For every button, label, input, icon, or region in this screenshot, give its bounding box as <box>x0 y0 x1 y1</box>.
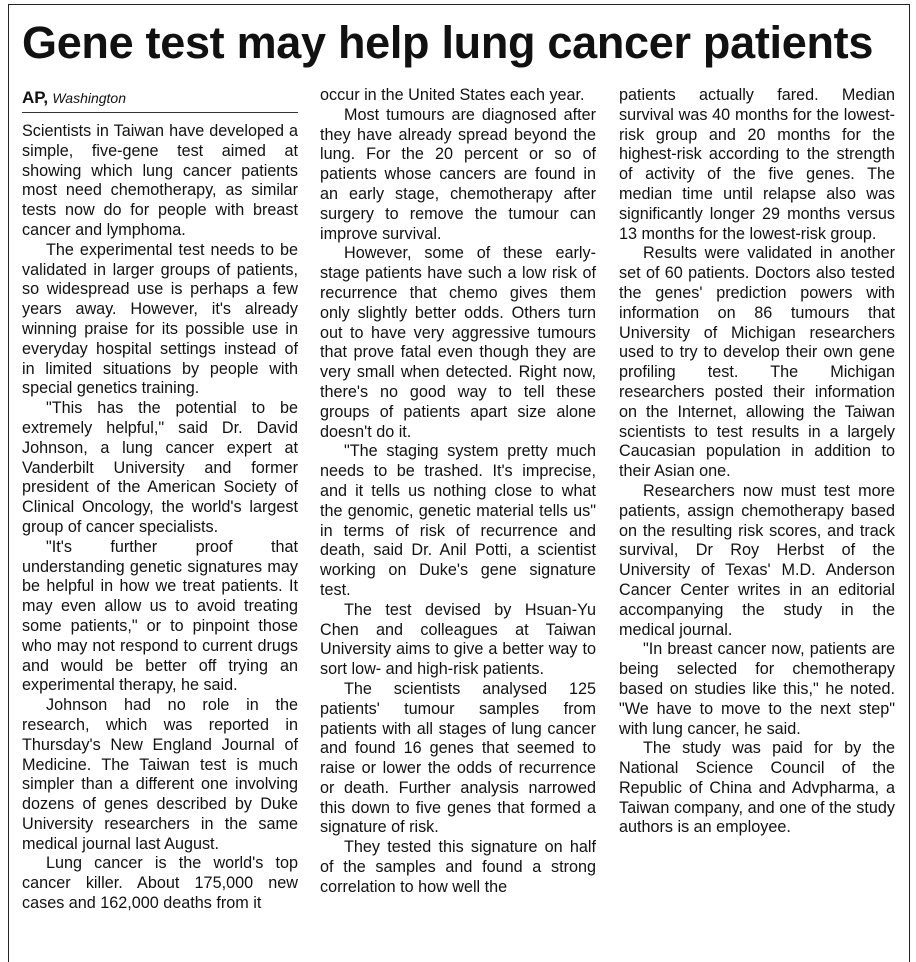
article-paragraph: The scientists analysed 125 patients' tumour samples from patients with all stages of lung cancer and found 16 genes that seemed to raise or lower the odds of recurrence or death. Further analysis narrowed this down to five genes that formed a signature of risk. <box>320 679 596 837</box>
article-paragraph: Most tumours are diagnosed after they have already spread beyond the lung. For the 20 percent or so of patients whose cancers are found in an early stage, chemotherapy after surgery to remove the tumour can improve survival. <box>320 105 596 243</box>
article-paragraph: The test devised by Hsuan-Yu Chen and colleagues at Taiwan University aims to give a better way to sort low- and high-risk patients. <box>320 600 596 679</box>
article-paragraph: "In breast cancer now, patients are being selected for chemotherapy based on studies like this," he noted. "We have to move to the next step" with lung cancer, he said. <box>619 640 895 738</box>
article-paragraph: "It's further proof that understanding genetic signatures may be helpful in how we treat patients. It may even allow us to avoid treating some patients," or to pinpoint those who may not respond to current drugs and would be better off trying an experimental therapy, he said. <box>22 537 298 695</box>
article-paragraph: However, some of these early-stage patients have such a low risk of recurrence that chemo gives them only slightly better odds. Others turn out to have very aggressive tumours that prove fatal even though they are very small when detected. Right now, there's no good way to tell these groups of patients apart size alone doesn't do it. <box>320 244 596 441</box>
article-column-2 <box>320 86 596 898</box>
article-paragraph: They tested this signature on half of the samples and found a strong correlation to how well the <box>320 838 596 896</box>
article-paragraph: The study was paid for by the National Science Council of the Republic of China and Advpharma, a Taiwan company, and one of the study authors is an employee. <box>619 739 895 837</box>
article-paragraph: Results were validated in another set of 60 patients. Doctors also tested the genes' prediction powers with information on 86 tumours that University of Michigan researchers used to try to develop their own gene profiling test. The Michigan researchers posted their information on the Internet, allowing the Taiwan scientists to test results in a largely Caucasian population in addition to their Asian one. <box>619 244 895 481</box>
headline: Gene test may help lung cancer patients <box>22 17 874 68</box>
article-paragraph: The experimental test needs to be validated in larger groups of patients, so widespread use is perhaps a few years away. However, it's already winning praise for its possible use in everyday hospital settings instead of in limited situations by people with special genetics training. <box>22 240 298 398</box>
article-paragraph: Lung cancer is the world's top cancer killer. About 175,000 new cases and 162,000 deaths from it <box>22 854 298 913</box>
article-paragraph: Scientists in Taiwan have developed a simple, five-gene test aimed at showing which lung cancer patients most need chemotherapy, as similar tests now do for people with breast cancer and lymphoma. <box>22 122 298 239</box>
clipping-frame-top <box>8 4 910 5</box>
byline-agency: AP, <box>22 88 49 107</box>
article-paragraph: "The staging system pretty much needs to be trashed. It's imprecise, and it tells us nothing close to what the genomic, genetic material tells us" in terms of risk of recurrence and death, said Dr. Anil Potti, a scientist working on Duke's gene signature test. <box>320 442 596 599</box>
article-paragraph-continued: patients actually fared. Median survival was 40 months for the lowest-risk group and 20 months for the highest-risk according to the strength of activity of the five genes. The median time until relapse also was significantly longer 29 months versus 13 months for the lowest-risk group. <box>619 86 895 243</box>
byline <box>22 86 298 113</box>
clipping-frame-right <box>909 4 910 962</box>
article-column-3 <box>619 86 895 838</box>
clipping-frame-left <box>8 4 9 962</box>
article-column-1 <box>22 122 298 914</box>
byline-location: Washington <box>52 90 127 106</box>
article-paragraph: "This has the potential to be extremely helpful," said Dr. David Johnson, a lung cancer expert at Vanderbilt University and former president of the American Society of Clinical Oncology, the world's largest group of cancer specialists. <box>22 399 298 536</box>
article-paragraph: Johnson had no role in the research, which was reported in Thursday's New England Journal of Medicine. The Taiwan test is much simpler than a different one involving dozens of genes described by Duke University researchers in the same medical journal last August. <box>22 696 298 853</box>
article-paragraph: Researchers now must test more patients, assign chemotherapy based on the resulting risk scores, and track survival, Dr Roy Herbst of the University of Texas' M.D. Anderson Cancer Center writes in an editorial accompanying the study in the medical journal. <box>619 481 895 639</box>
article-paragraph-continued: occur in the United States each year. <box>320 86 585 104</box>
